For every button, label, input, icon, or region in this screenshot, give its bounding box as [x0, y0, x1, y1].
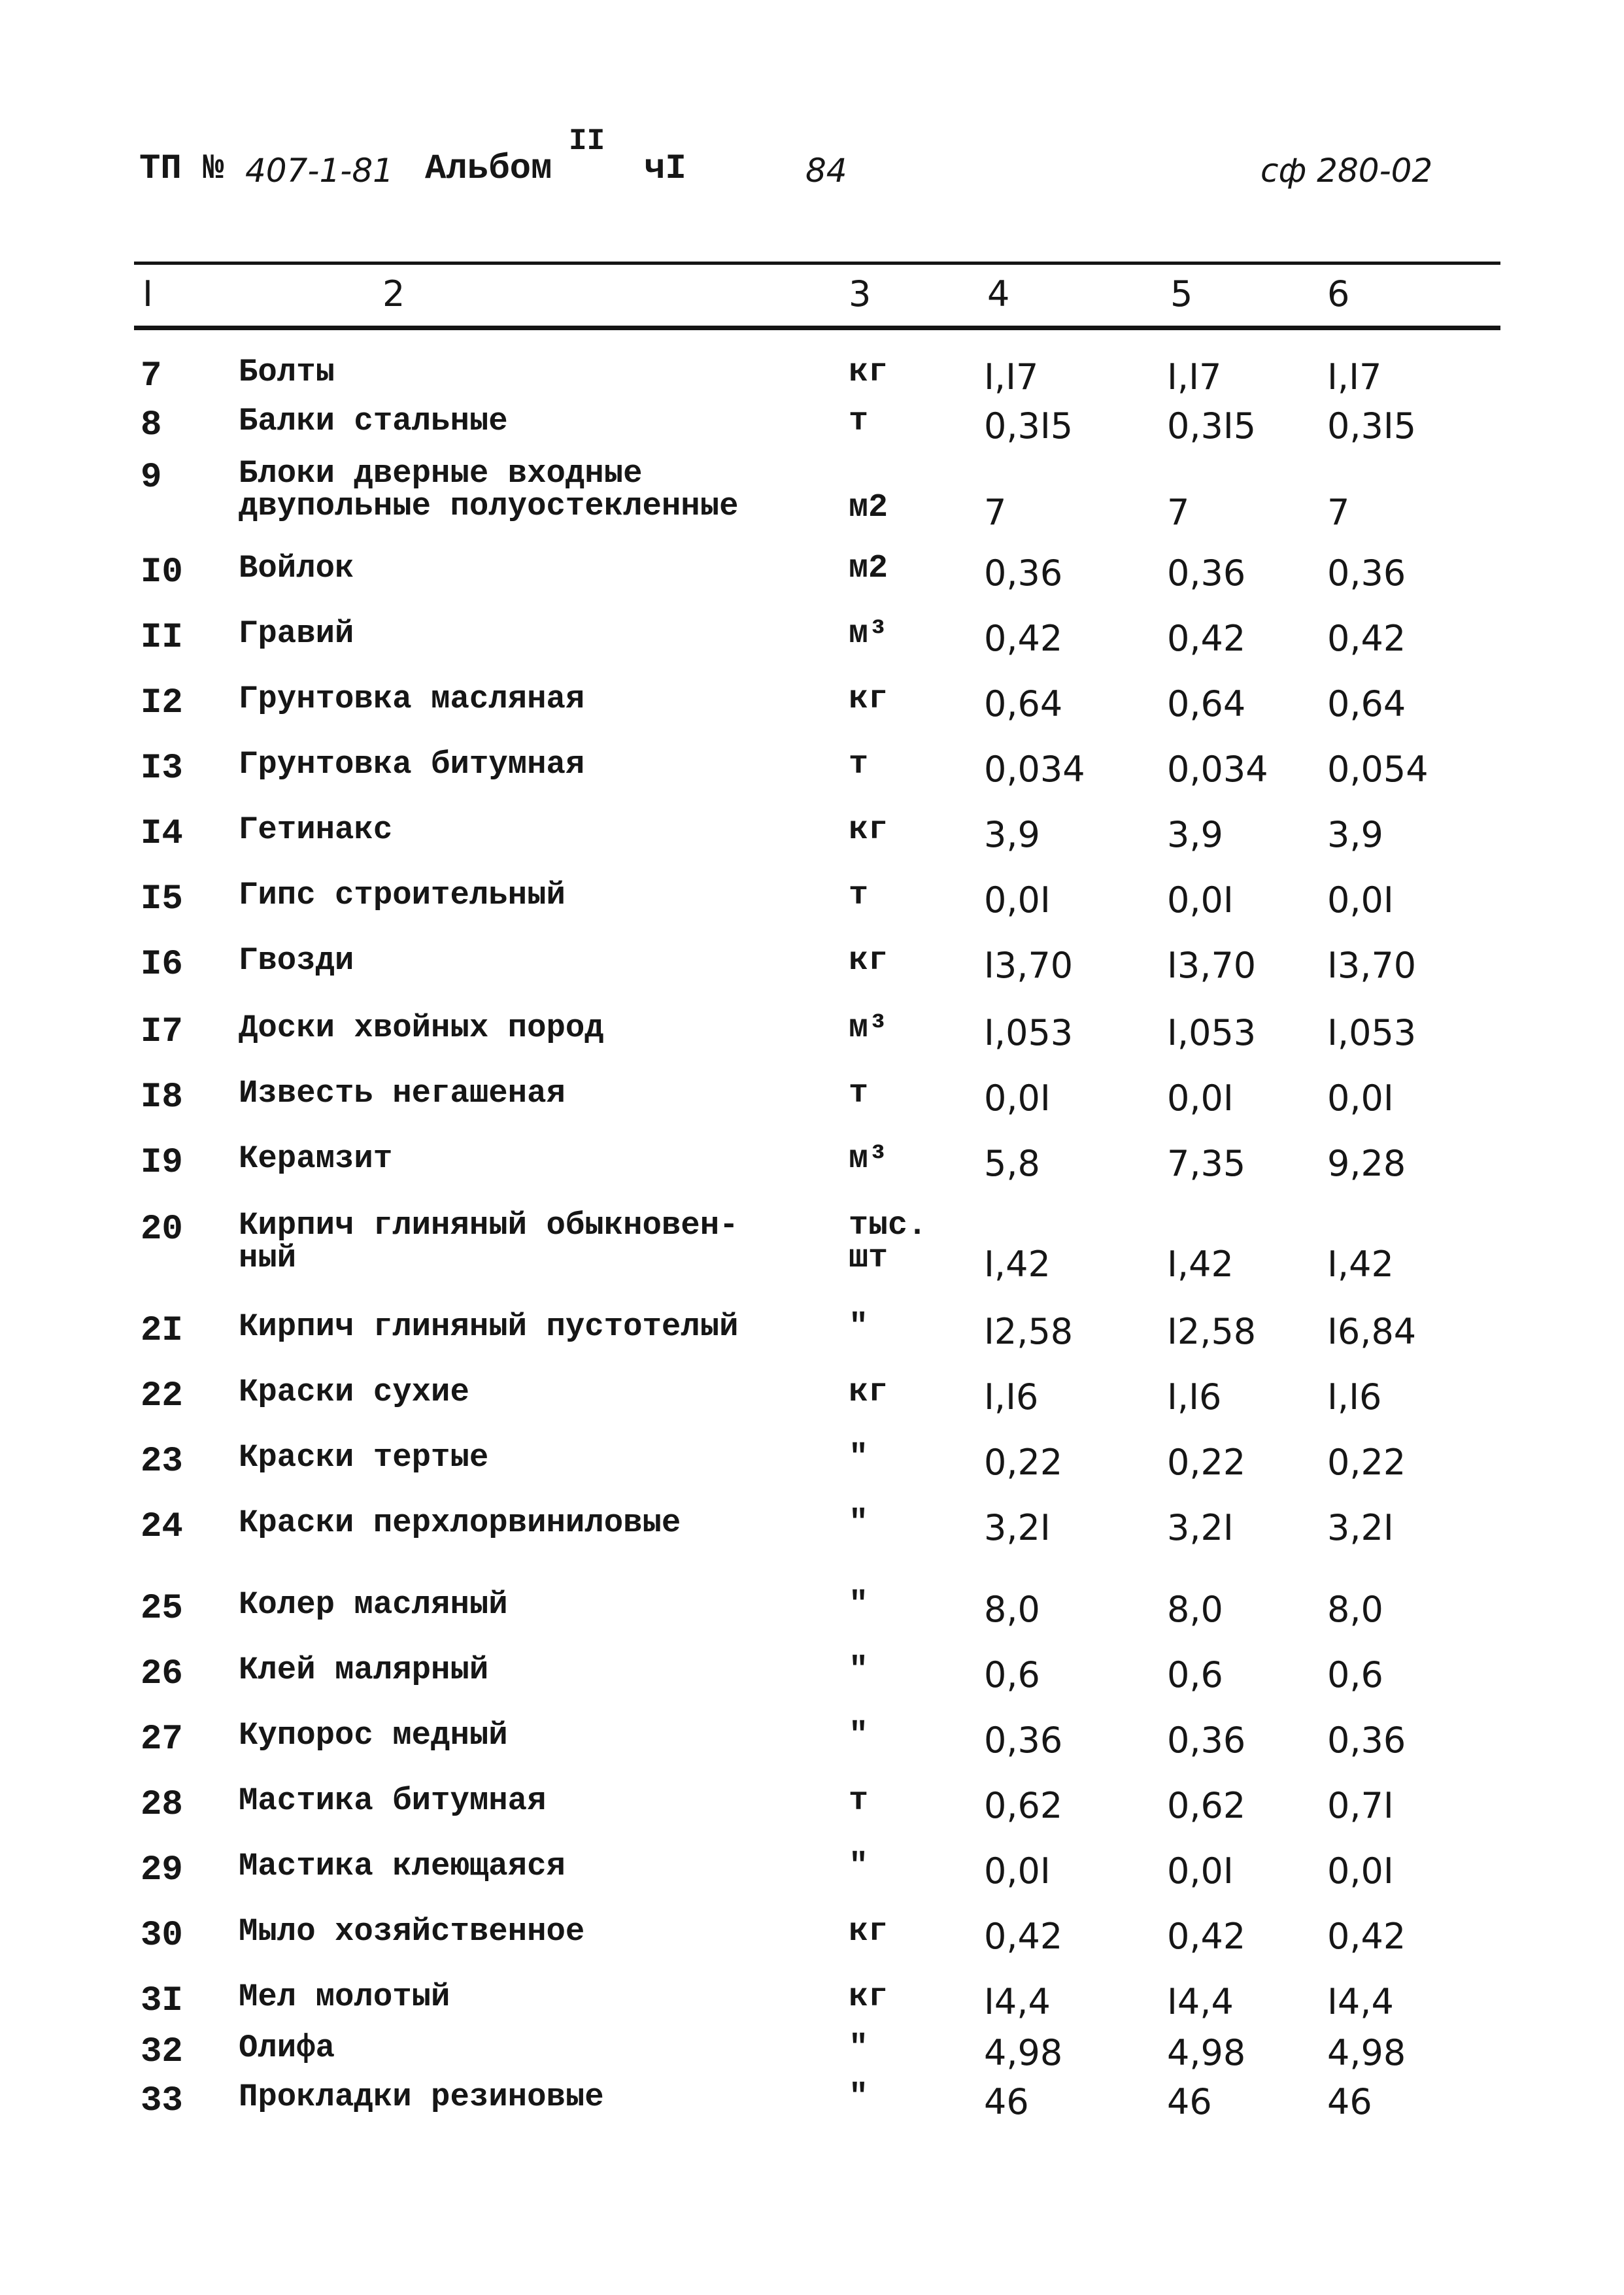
value-variant-2: 7,35: [1167, 1143, 1246, 1184]
row-number: I7: [141, 1012, 183, 1052]
row-number: 22: [141, 1376, 183, 1416]
material-name: Мастика битумная: [239, 1782, 547, 1819]
unit: т: [849, 877, 869, 914]
value-variant-1: 0,6: [984, 1654, 1040, 1695]
value-variant-2: 0,6: [1167, 1654, 1223, 1695]
value-variant-2: 0,0I: [1167, 1078, 1234, 1119]
doc-prefix: ТП №: [139, 149, 224, 189]
value-variant-2: 0,36: [1167, 1720, 1246, 1761]
row-number: I4: [141, 814, 183, 854]
material-name: Доски хвойных пород: [239, 1010, 604, 1046]
material-name: ный: [239, 1240, 297, 1276]
material-name: Грунтовка масляная: [239, 681, 585, 717]
row-number: 2I: [141, 1311, 183, 1351]
value-variant-2: 0,3I5: [1167, 405, 1257, 447]
material-name: двупольные полуостекленные: [239, 488, 739, 524]
unit: ": [849, 1848, 869, 1885]
value-variant-1: 0,034: [984, 749, 1085, 790]
material-name: Керамзит: [239, 1140, 393, 1177]
unit: т: [849, 746, 869, 783]
column-header-6: 6: [1327, 273, 1350, 314]
value-variant-2: I4,4: [1167, 1981, 1234, 2022]
value-variant-3: I,42: [1327, 1244, 1394, 1285]
value-variant-3: 0,0I: [1327, 879, 1394, 921]
unit: тыс.: [849, 1207, 928, 1244]
value-variant-2: 0,42: [1167, 618, 1246, 659]
value-variant-1: 5,8: [984, 1143, 1040, 1184]
value-variant-2: 0,64: [1167, 683, 1246, 724]
unit: шт: [849, 1240, 888, 1277]
unit: м2: [849, 489, 888, 526]
unit: кг: [849, 1913, 888, 1950]
value-variant-1: 0,42: [984, 1916, 1063, 1957]
value-variant-2: 0,36: [1167, 552, 1246, 594]
value-variant-3: 0,0I: [1327, 1850, 1394, 1892]
material-name: Гетинакс: [239, 811, 393, 848]
material-name: Войлок: [239, 550, 354, 586]
unit: кг: [849, 1374, 888, 1411]
value-variant-2: 0,034: [1167, 749, 1268, 790]
value-variant-1: 0,36: [984, 1720, 1063, 1761]
album-label: Альбом: [425, 149, 552, 189]
part-label: чI: [644, 149, 686, 189]
value-variant-3: 0,42: [1327, 618, 1406, 659]
value-variant-3: 7: [1327, 492, 1350, 533]
column-header-2: 2: [382, 273, 405, 314]
row-number: I0: [141, 552, 183, 592]
value-variant-3: 46: [1327, 2081, 1372, 2122]
unit: т: [849, 1782, 869, 1820]
value-variant-1: 8,0: [984, 1589, 1040, 1630]
value-variant-1: I2,58: [984, 1311, 1074, 1352]
column-header-1: I: [143, 273, 153, 314]
unit: т: [849, 1075, 869, 1112]
unit: м³: [849, 1010, 888, 1047]
value-variant-3: 0,7I: [1327, 1785, 1394, 1826]
unit: ": [849, 2030, 869, 2067]
value-variant-2: I3,70: [1167, 945, 1257, 986]
value-variant-2: 0,0I: [1167, 879, 1234, 921]
unit: ": [849, 1586, 869, 1624]
value-variant-3: 4,98: [1327, 2032, 1406, 2073]
value-variant-2: 8,0: [1167, 1589, 1223, 1630]
column-header-row: [0, 273, 1624, 319]
table-header-rule: [134, 326, 1500, 330]
row-number: I9: [141, 1143, 183, 1183]
row-number: 33: [141, 2081, 183, 2121]
value-variant-2: 0,42: [1167, 1916, 1246, 1957]
value-variant-2: 3,2I: [1167, 1507, 1234, 1548]
value-variant-1: 0,42: [984, 618, 1063, 659]
value-variant-2: 0,0I: [1167, 1850, 1234, 1892]
unit: кг: [849, 811, 888, 849]
row-number: I2: [141, 683, 183, 723]
material-name: Краски тертые: [239, 1439, 489, 1476]
unit: кг: [849, 681, 888, 718]
column-header-3: 3: [849, 273, 871, 314]
value-variant-3: I6,84: [1327, 1311, 1417, 1352]
value-variant-3: I,I7: [1327, 356, 1382, 398]
value-variant-3: 0,64: [1327, 683, 1406, 724]
row-number: 32: [141, 2032, 183, 2072]
row-number: 8: [141, 405, 162, 445]
material-name: Мел молотый: [239, 1979, 450, 2015]
material-name: Мыло хозяйственное: [239, 1913, 585, 1950]
value-variant-1: I,I7: [984, 356, 1039, 398]
material-name: Краски перхлорвиниловые: [239, 1504, 681, 1541]
value-variant-3: 9,28: [1327, 1143, 1406, 1184]
value-variant-2: I2,58: [1167, 1311, 1257, 1352]
material-name: Мастика клеющаяся: [239, 1848, 566, 1884]
row-number: 24: [141, 1507, 183, 1547]
row-number: II: [141, 618, 183, 658]
value-variant-3: I4,4: [1327, 1981, 1394, 2022]
row-number: 27: [141, 1720, 183, 1760]
row-number: 30: [141, 1916, 183, 1956]
value-variant-2: 0,62: [1167, 1785, 1246, 1826]
value-variant-1: 4,98: [984, 2032, 1063, 2073]
value-variant-1: 0,64: [984, 683, 1063, 724]
value-variant-3: 0,054: [1327, 749, 1429, 790]
value-variant-1: I3,70: [984, 945, 1074, 986]
value-variant-2: 4,98: [1167, 2032, 1246, 2073]
row-number: 25: [141, 1589, 183, 1629]
value-variant-1: 7: [984, 492, 1007, 533]
unit: т: [849, 403, 869, 440]
material-name: Кирпич глиняный пустотелый: [239, 1308, 739, 1345]
value-variant-1: I,053: [984, 1012, 1074, 1053]
material-name: Болты: [239, 354, 335, 390]
material-name: Грунтовка битумная: [239, 746, 585, 783]
value-variant-3: 8,0: [1327, 1589, 1383, 1630]
row-number: 28: [141, 1785, 183, 1825]
value-variant-1: 0,0I: [984, 1078, 1051, 1119]
value-variant-3: 0,42: [1327, 1916, 1406, 1957]
row-number: 20: [141, 1210, 183, 1250]
value-variant-3: 0,36: [1327, 1720, 1406, 1761]
unit: ": [849, 1504, 869, 1542]
value-variant-2: I,I6: [1167, 1376, 1222, 1418]
page-number: 84: [805, 152, 847, 190]
value-variant-1: 0,3I5: [984, 405, 1074, 447]
material-name: Олифа: [239, 2030, 335, 2066]
value-variant-3: I,053: [1327, 1012, 1417, 1053]
material-name: Гипс строительный: [239, 877, 566, 913]
album-number: II: [569, 124, 605, 158]
value-variant-3: 0,22: [1327, 1442, 1406, 1483]
material-name: Прокладки резиновые: [239, 2079, 604, 2115]
material-name: Клей малярный: [239, 1652, 489, 1688]
material-name: Кирпич глиняный обыкновен-: [239, 1207, 739, 1244]
material-name: Колер масляный: [239, 1586, 508, 1623]
value-variant-1: I4,4: [984, 1981, 1051, 2022]
row-number: I3: [141, 749, 183, 789]
value-variant-3: 3,2I: [1327, 1507, 1394, 1548]
unit: ": [849, 1439, 869, 1476]
value-variant-2: 46: [1167, 2081, 1212, 2122]
unit: кг: [849, 354, 888, 391]
doc-number: 407-1-81: [245, 152, 394, 190]
value-variant-1: 0,0I: [984, 1850, 1051, 1892]
unit: м2: [849, 550, 888, 587]
value-variant-2: 7: [1167, 492, 1190, 533]
value-variant-3: I3,70: [1327, 945, 1417, 986]
value-variant-3: 0,0I: [1327, 1078, 1394, 1119]
value-variant-3: 3,9: [1327, 814, 1383, 855]
material-name: Блоки дверные входные: [239, 455, 643, 492]
material-name: Балки стальные: [239, 403, 508, 439]
material-name: Купорос медный: [239, 1717, 508, 1754]
unit: ": [849, 1717, 869, 1754]
value-variant-1: I,42: [984, 1244, 1051, 1285]
value-variant-1: 3,9: [984, 814, 1040, 855]
value-variant-3: 0,3I5: [1327, 405, 1417, 447]
material-name: Краски сухие: [239, 1374, 469, 1410]
value-variant-2: I,053: [1167, 1012, 1257, 1053]
value-variant-3: 0,6: [1327, 1654, 1383, 1695]
row-number: 23: [141, 1442, 183, 1482]
material-name: Гвозди: [239, 942, 354, 979]
value-variant-1: 0,22: [984, 1442, 1063, 1483]
value-variant-3: I,I6: [1327, 1376, 1382, 1418]
value-variant-2: I,I7: [1167, 356, 1222, 398]
material-name: Известь негашеная: [239, 1075, 566, 1112]
unit: м³: [849, 1140, 888, 1178]
row-number: 9: [141, 458, 162, 498]
unit: ": [849, 1652, 869, 1689]
row-number: I8: [141, 1078, 183, 1117]
value-variant-1: 0,0I: [984, 879, 1051, 921]
table-top-rule: [134, 262, 1500, 265]
row-number: 7: [141, 356, 162, 396]
row-number: 3I: [141, 1981, 183, 2021]
unit: м³: [849, 615, 888, 653]
value-variant-2: 0,22: [1167, 1442, 1246, 1483]
row-number: I5: [141, 879, 183, 919]
row-number: I6: [141, 945, 183, 985]
value-variant-2: 3,9: [1167, 814, 1223, 855]
value-variant-1: 3,2I: [984, 1507, 1051, 1548]
value-variant-1: 46: [984, 2081, 1029, 2122]
value-variant-3: 0,36: [1327, 552, 1406, 594]
value-variant-1: 0,62: [984, 1785, 1063, 1826]
value-variant-2: I,42: [1167, 1244, 1234, 1285]
material-name: Гравий: [239, 615, 354, 652]
value-variant-1: 0,36: [984, 552, 1063, 594]
unit: кг: [849, 1979, 888, 2016]
value-variant-1: I,I6: [984, 1376, 1039, 1418]
unit: ": [849, 1308, 869, 1346]
row-number: 26: [141, 1654, 183, 1694]
unit: кг: [849, 942, 888, 979]
column-header-5: 5: [1170, 273, 1193, 314]
column-header-4: 4: [987, 273, 1010, 314]
document-code: сф 280-02: [1260, 152, 1433, 190]
row-number: 29: [141, 1850, 183, 1890]
unit: ": [849, 2079, 869, 2116]
